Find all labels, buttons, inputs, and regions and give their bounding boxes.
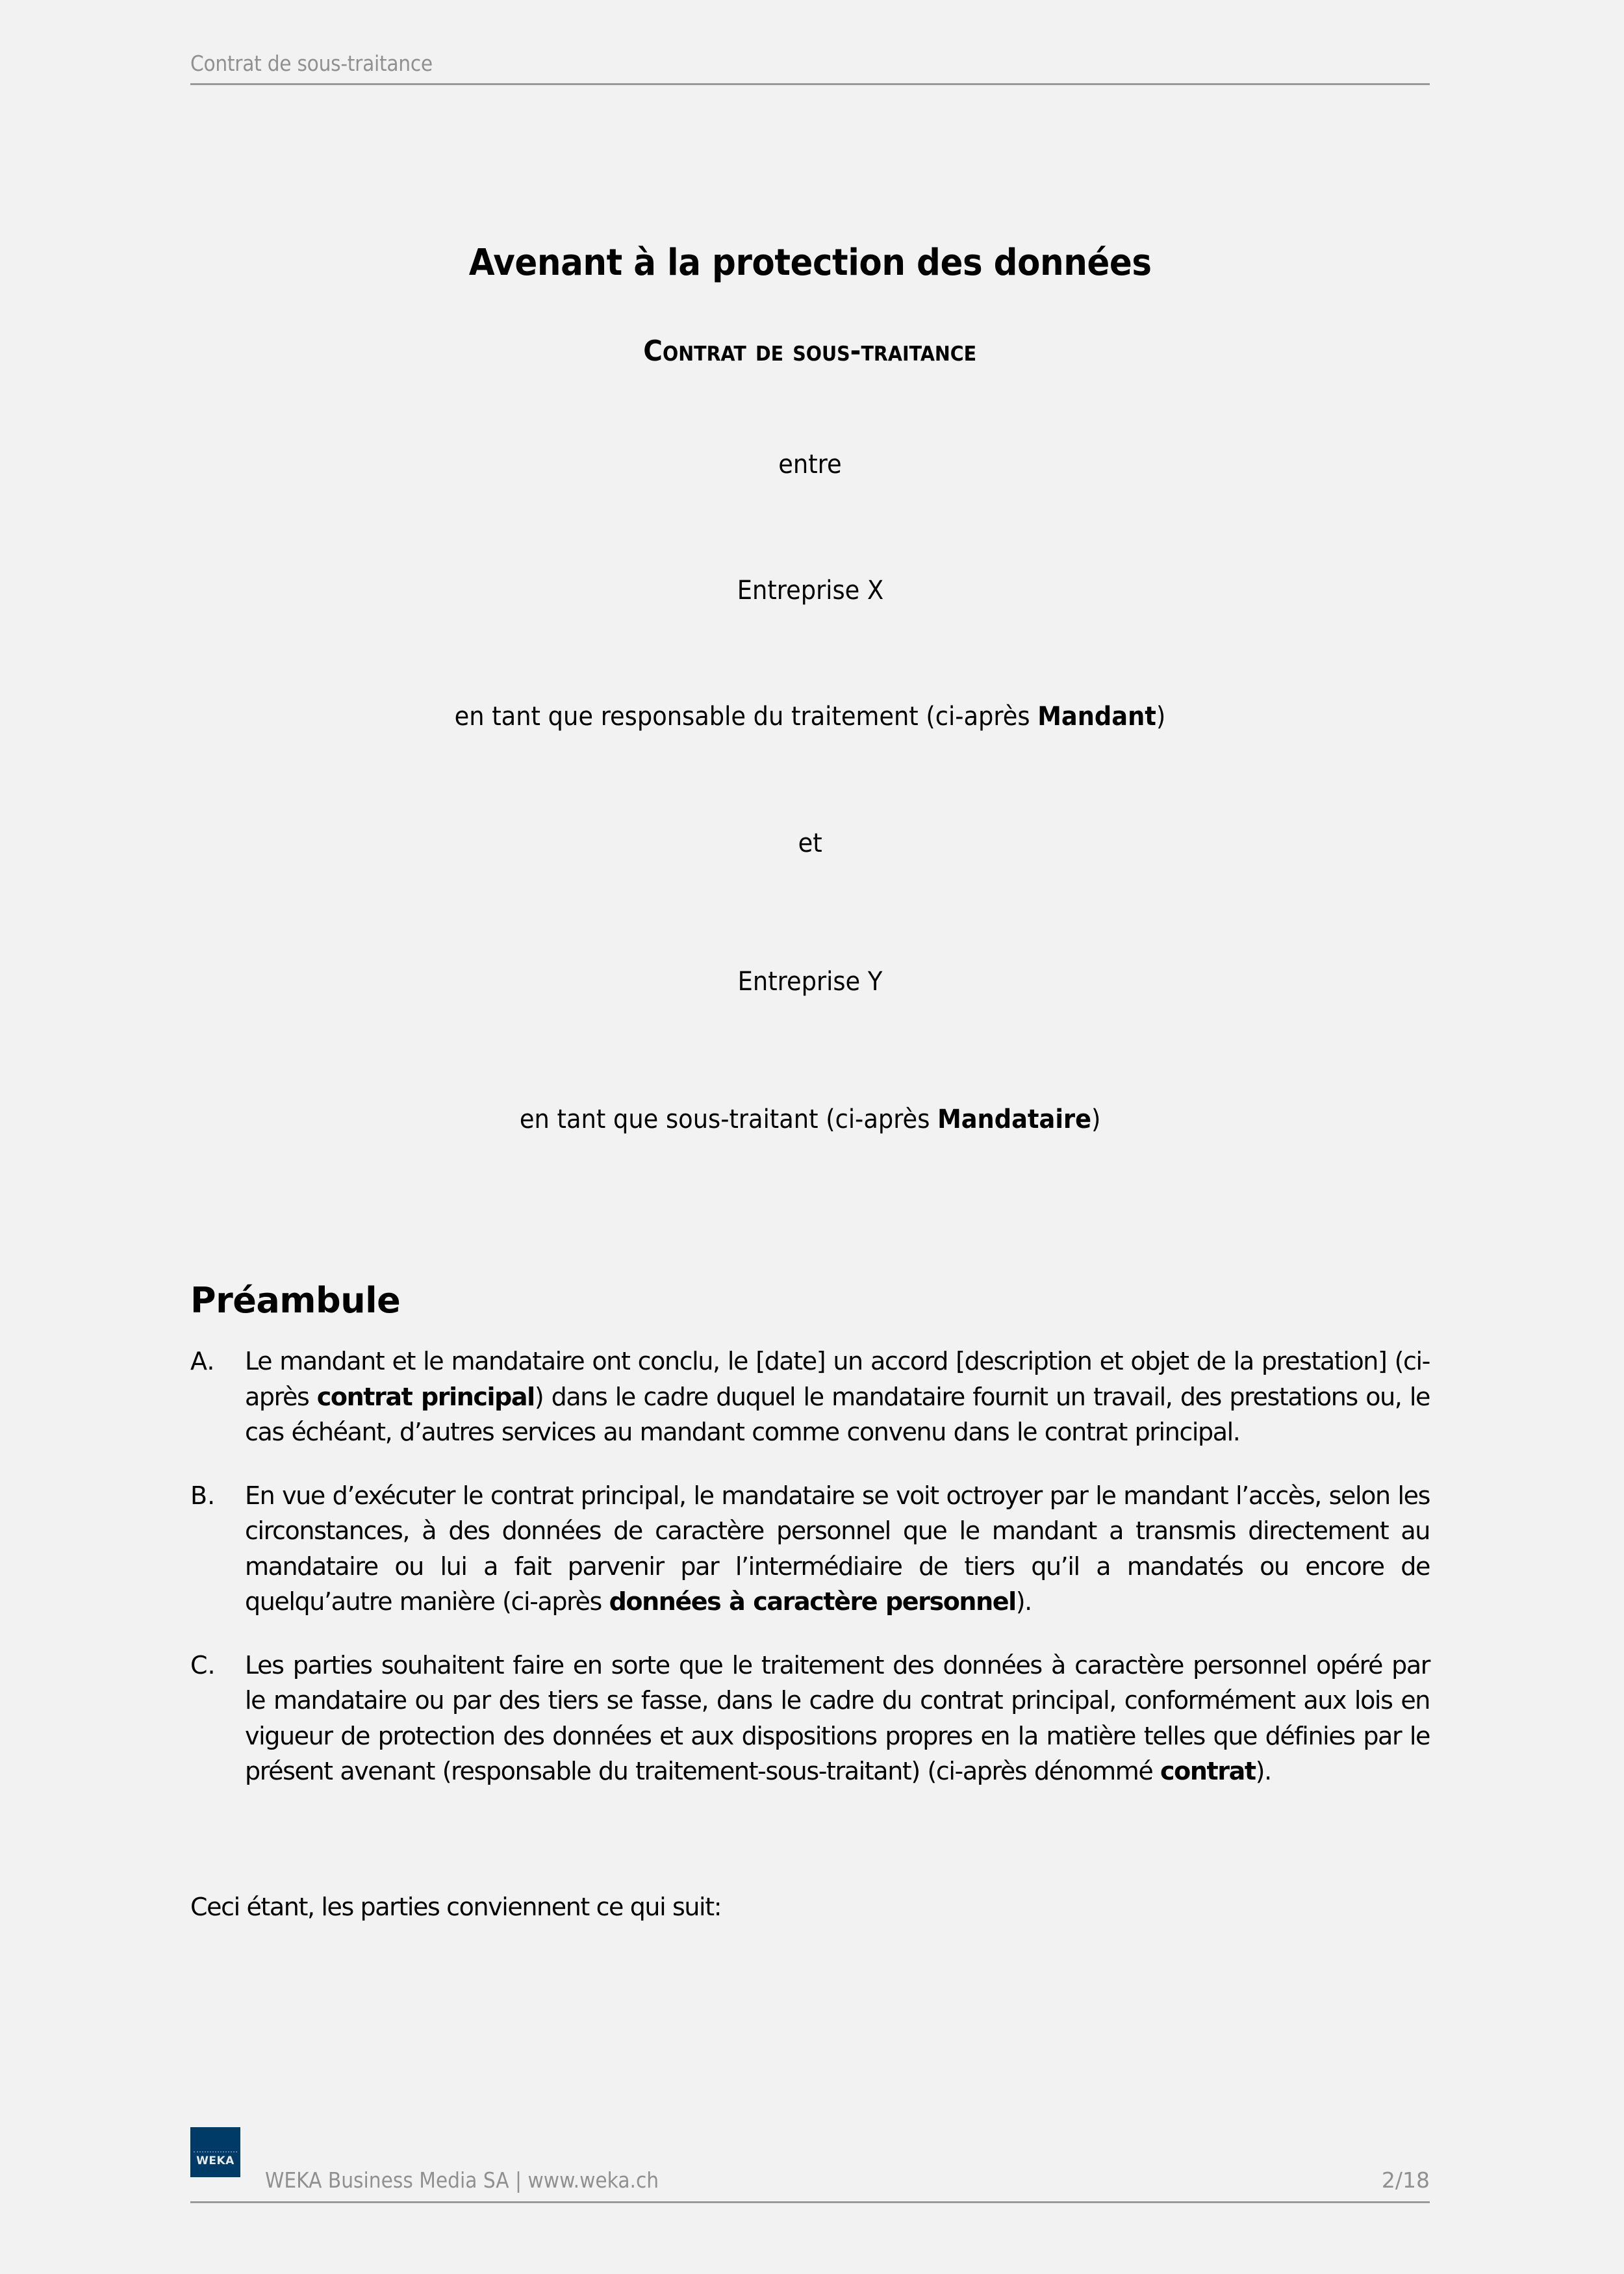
mandataire-term: Mandataire — [937, 1105, 1091, 1134]
document-title: Avenant à la protection des données — [468, 242, 1152, 284]
and-label: et — [798, 828, 822, 858]
item-letter: C. — [190, 1650, 216, 1680]
mandant-term: Mandant — [1037, 702, 1156, 732]
running-title: Contrat de sous-traitance — [190, 51, 433, 76]
logo-dots — [194, 2151, 237, 2154]
page-header — [190, 49, 1430, 85]
party-y-role: en tant que sous-traitant (ci-après Mandataire) — [519, 1105, 1101, 1134]
document-subtitle: Contrat de sous-traitance — [643, 335, 977, 368]
defined-term: contrat principal — [316, 1382, 535, 1411]
item-letter: B. — [190, 1481, 216, 1510]
item-text: Le mandant et le mandataire ont conclu, le [date] un accord [description et objet de la prestation] (ci-après contrat principal) dans le cadre duquel le mandataire fournit un travail, des prestations ou, le cas échéant, d’autres services au mandant comme convenu dans le contrat principal. — [245, 1347, 1430, 1446]
logo-text: WEKA — [196, 2154, 235, 2167]
between-label: entre — [778, 450, 842, 479]
item-letter: A. — [190, 1347, 215, 1375]
defined-term: contrat — [1160, 1757, 1256, 1785]
footer-company: WEKA Business Media SA | www.weka.ch — [265, 2167, 659, 2193]
preamble-item-b — [190, 1478, 1430, 1620]
item-text: En vue d’exécuter le contrat principal, le mandataire se voit octroyer par le mandant l’accès, selon les circonstances, à des données de caractère personnel que le mandant a transmis directement au mandataire ou lui a fait parvenir par l’intermédiaire de tiers qu’il a mandatés ou encore de quelqu’autre manière (ci-après données à caractère personnel). — [245, 1481, 1430, 1616]
party-x-role: en tant que responsable du traitement (ci-après Mandant) — [454, 702, 1166, 732]
page-number: 2/18 — [1381, 2167, 1430, 2193]
item-text: Les parties souhaitent faire en sorte que le traitement des données à caractère personnel opéré par le mandataire ou par des tiers se fasse, dans le cadre du contrat principal, conformément aux lois en vigueur de protection des données et aux dispositions propres en la matière telles que définies par le présent avenant (responsable du traitement-sous-traitant) (ci-après dénommé contrat). — [245, 1650, 1430, 1785]
party-y-name: Entreprise Y — [737, 967, 883, 997]
preamble-item-a — [190, 1344, 1430, 1450]
closing-statement: Ceci étant, les parties conviennent ce qui suit: — [190, 1893, 722, 1921]
page-footer — [190, 2164, 1430, 2203]
defined-term: données à caractère personnel — [609, 1587, 1016, 1616]
party-x-name: Entreprise X — [737, 576, 883, 606]
preamble-heading: Préambule — [190, 1280, 401, 1321]
preamble-item-c — [190, 1648, 1430, 1789]
preamble-list — [190, 1344, 1430, 1817]
